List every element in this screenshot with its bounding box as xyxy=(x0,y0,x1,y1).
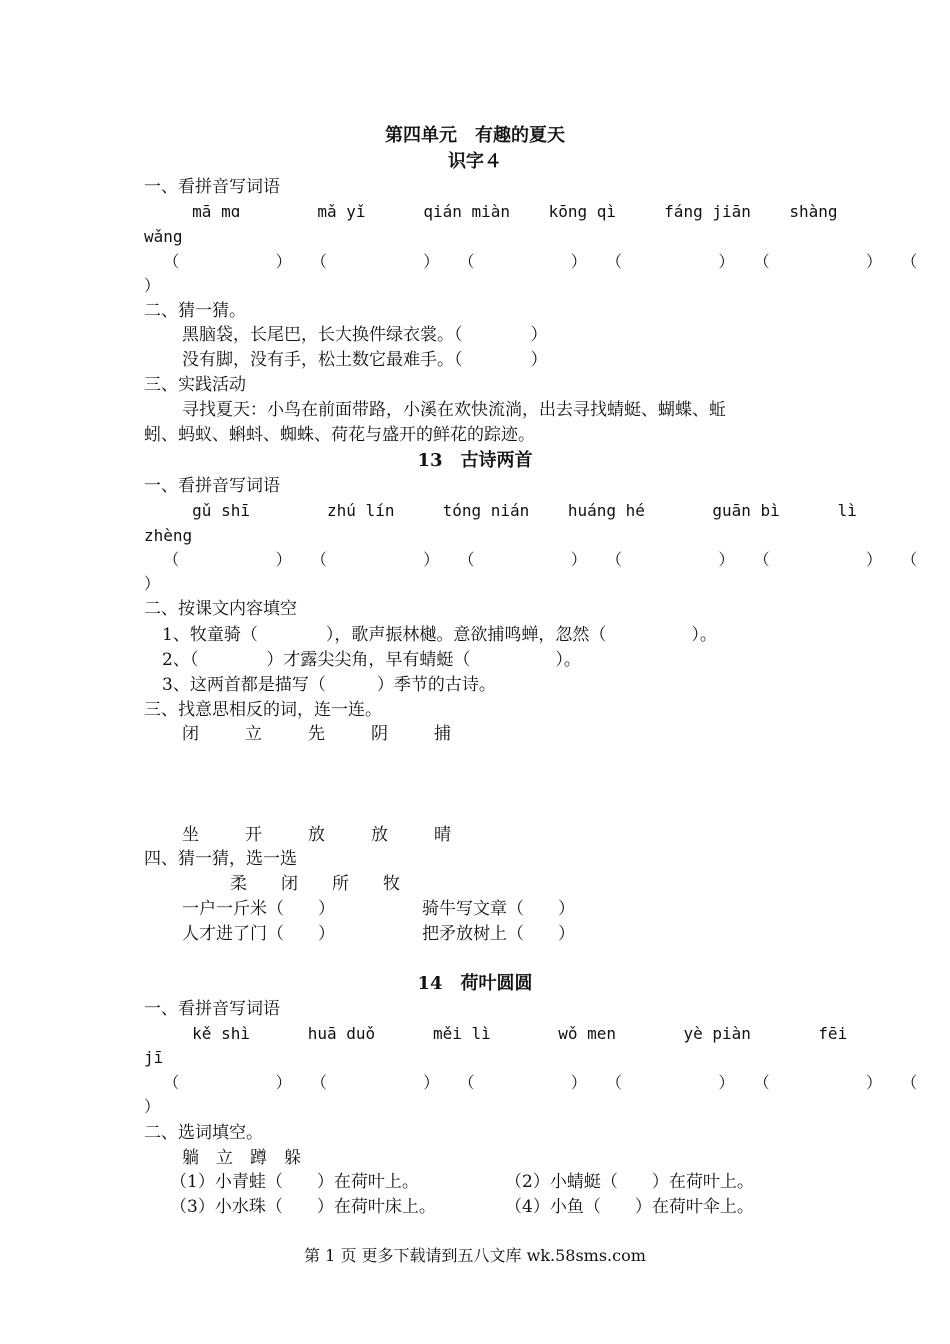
answer-blanks-row: （ ） （ ） （ ） （ ） （ ） （ xyxy=(144,1073,918,1092)
section-heading: 四、猜一猜，选一选 xyxy=(144,849,297,869)
word-choices: 柔 闭 所 牧 xyxy=(230,874,400,894)
antonym-top-words: 闭 立 先 阴 捕 xyxy=(182,724,455,744)
pinyin-row: mā mɑ mǎ yǐ qián miàn kōng qì fáng jiān shàng xyxy=(144,202,838,221)
word-choices: 躺 立 蹲 躲 xyxy=(182,1148,301,1168)
pinyin-row-wrap: wǎng xyxy=(144,227,183,246)
riddle-item: 骑牛写文章（ ） xyxy=(422,899,575,919)
riddle-item: 没有脚，没有手，松土数它最难手。（ ） xyxy=(182,350,548,370)
answer-blanks-wrap: ） xyxy=(144,276,161,295)
section-heading: 一、看拼音写词语 xyxy=(144,999,280,1019)
riddle-item: 人才进了门（ ） xyxy=(182,924,335,944)
answer-blanks-wrap: ） xyxy=(144,1097,161,1116)
lesson-title: 14 荷叶圆圆 xyxy=(417,973,533,994)
section-heading: 二、按课文内容填空 xyxy=(144,599,297,619)
answer-blanks-row: （ ） （ ） （ ） （ ） （ ） （ xyxy=(144,252,918,271)
fill-blank-item: 3、这两首都是描写（ ）季节的古诗。 xyxy=(162,675,496,695)
fill-blank-item: （2）小蜻蜓（ ）在荷叶上。 xyxy=(505,1172,754,1192)
pinyin-row-wrap: jī xyxy=(144,1048,164,1067)
answer-blanks-wrap: ） xyxy=(144,574,161,593)
section-heading: 一、看拼音写词语 xyxy=(144,476,280,496)
page-footer: 第 1 页 更多下载请到五八文库 wk.58sms.com xyxy=(304,1246,646,1265)
fill-blank-item: （4）小鱼（ ）在荷叶伞上。 xyxy=(505,1197,754,1217)
lesson-title: 13 古诗两首 xyxy=(417,450,533,471)
riddle-item: 一户一斤米（ ） xyxy=(182,899,335,919)
section-heading: 二、选词填空。 xyxy=(144,1123,263,1143)
section-heading: 一、看拼音写词语 xyxy=(144,177,280,197)
fill-blank-item: （3）小水珠（ ）在荷叶床上。 xyxy=(170,1197,436,1217)
fill-blank-item: 2、（ ）才露尖尖角，早有蜻蜓（ ）。 xyxy=(162,650,581,670)
section-heading: 三、找意思相反的词，连一连。 xyxy=(144,700,382,720)
fill-blank-item: （1）小青蛙（ ）在荷叶上。 xyxy=(170,1172,419,1192)
riddle-item: 黑脑袋，长尾巴，长大换件绿衣裳。（ ） xyxy=(182,325,548,345)
section-heading: 三、实践活动 xyxy=(144,375,246,395)
fill-blank-item: 1、牧童骑（ ），歌声振林樾。意欲捕鸣蝉，忽然（ ）。 xyxy=(162,625,717,645)
paragraph-line: 蚓、蚂蚁、蝌蚪、蜘蛛、荷花与盛开的鲜花的踪迹。 xyxy=(144,425,535,445)
answer-blanks-row: （ ） （ ） （ ） （ ） （ ） （ xyxy=(144,550,918,569)
lesson-subtitle: 识字４ xyxy=(448,151,502,172)
antonym-bottom-words: 坐 开 放 放 晴 xyxy=(182,825,455,845)
pinyin-row: kě shì huā duǒ měi lì wǒ men yè piàn fēi xyxy=(144,1024,848,1043)
section-heading: 二、猜一猜。 xyxy=(144,301,246,321)
paragraph-line: 寻找夏天：小鸟在前面带路，小溪在欢快流淌，出去寻找蜻蜓、蝴蝶、蚯 xyxy=(182,400,726,420)
unit-title: 第四单元 有趣的夏天 xyxy=(385,125,565,146)
pinyin-row-wrap: zhèng xyxy=(144,526,193,545)
riddle-item: 把矛放树上（ ） xyxy=(422,924,575,944)
pinyin-row: gǔ shī zhú lín tóng nián huáng hé guān bì lì xyxy=(144,501,857,520)
